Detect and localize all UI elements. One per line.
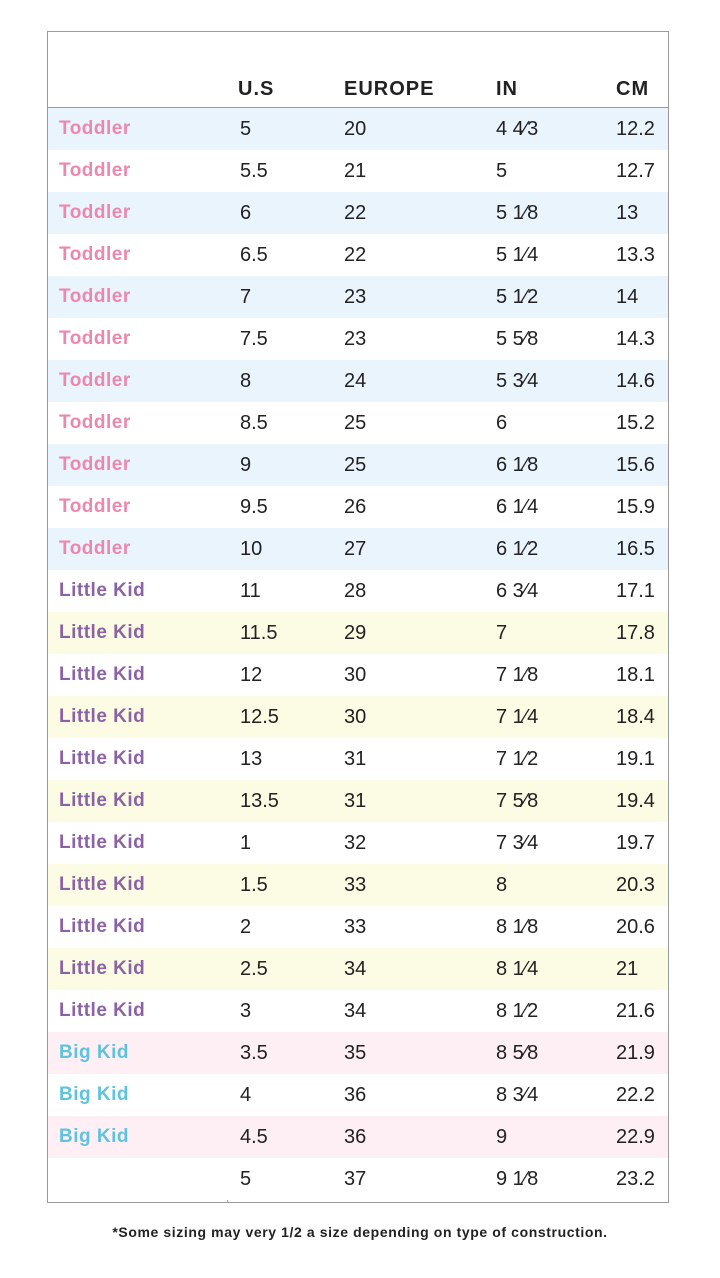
category-label: Toddler [59,370,131,391]
cell-in: 9 [496,1126,508,1148]
cell-us: 3.5 [240,1042,268,1064]
category-label: Little Kid [59,1000,146,1021]
cell-cm: 14.3 [616,328,655,350]
cell-in: 8 1⁄4 [496,958,539,980]
cell-europe: 25 [344,412,367,434]
category-label: Little Kid [59,622,146,643]
cell-us: 2 [240,916,252,938]
cell-cm: 22.2 [616,1084,655,1106]
table-row [48,528,668,570]
cell-europe: 36 [344,1126,367,1148]
header-cm: CM [616,78,650,100]
cell-europe: 23 [344,286,367,308]
cell-europe: 31 [344,790,367,812]
category-label: Big Kid [59,1042,129,1063]
size-chart-table [47,31,669,1203]
cell-cm: 14 [616,286,639,308]
category-label: Little Kid [59,664,146,685]
cell-cm: 23.2 [616,1168,655,1190]
table-row [48,444,668,486]
cell-cm: 19.1 [616,748,655,770]
cell-europe: 37 [344,1168,367,1190]
category-label: Toddler [59,202,131,223]
footnote: *Some sizing may very 1/2 a size depending on type of construction. [112,1224,608,1240]
table-row [48,570,668,612]
cell-in: 7 1⁄4 [496,706,539,728]
cell-cm: 15.6 [616,454,655,476]
cell-in: 7 3⁄4 [496,832,539,854]
cell-us: 6.5 [240,244,268,266]
category-label: Toddler [59,454,131,475]
header-europe: EUROPE [344,78,435,100]
cell-in: 8 [496,874,508,896]
header-us: U.S [238,78,275,100]
cell-us: 2.5 [240,958,268,980]
category-label: Little Kid [59,748,146,769]
cell-us: 12.5 [240,706,279,728]
table-row [48,402,668,444]
cell-us: 7 [240,286,252,308]
table-row [48,780,668,822]
cell-us: 8.5 [240,412,268,434]
category-label: Little Kid [59,790,146,811]
cell-cm: 19.7 [616,832,655,854]
cell-cm: 16.5 [616,538,655,560]
table-row [48,906,668,948]
cell-us: 12 [240,664,263,686]
cell-europe: 34 [344,1000,367,1022]
category-label: Toddler [59,244,131,265]
category-label: Big Kid [59,1084,129,1105]
category-label: Little Kid [59,832,146,853]
category-label: Toddler [59,496,131,517]
table-body [48,108,668,1200]
table-row [48,192,668,234]
table-row [48,360,668,402]
category-label: Little Kid [59,958,146,979]
cell-cm: 20.6 [616,916,655,938]
cell-us: 5.5 [240,160,268,182]
cell-us: 13 [240,748,263,770]
cell-us: 10 [240,538,263,560]
cell-us: 11.5 [240,622,278,644]
cell-in: 6 1⁄4 [496,496,539,518]
cell-europe: 21 [344,160,367,182]
category-label: Toddler [59,538,131,559]
category-label: Toddler [59,160,131,181]
cell-us: 3 [240,1000,252,1022]
table-row [48,948,668,990]
cell-in: 4 4⁄3 [496,118,539,140]
category-label: Little Kid [59,916,146,937]
cell-europe: 34 [344,958,367,980]
cell-in: 5 5⁄8 [496,328,539,350]
table-row [48,1032,668,1074]
cell-europe: 23 [344,328,367,350]
cell-cm: 18.1 [616,664,655,686]
cell-europe: 36 [344,1084,367,1106]
cell-europe: 29 [344,622,367,644]
table-header [48,32,668,108]
category-label: Little Kid [59,580,146,601]
category-label: Little Kid [59,706,146,727]
cell-europe: 26 [344,496,367,518]
table-row [48,486,668,528]
cell-us: 11 [240,580,261,602]
cell-europe: 30 [344,664,367,686]
cell-europe: 28 [344,580,367,602]
category-label: Toddler [59,412,131,433]
cell-europe: 33 [344,874,367,896]
category-label: Toddler [59,118,131,139]
cell-europe: 33 [344,916,367,938]
cell-in: 6 1⁄8 [496,454,539,476]
cell-europe: 24 [344,370,367,392]
cell-cm: 21.6 [616,1000,655,1022]
cell-us: 1.5 [240,874,268,896]
table-row [48,990,668,1032]
cell-europe: 25 [344,454,367,476]
cell-us: 4.5 [240,1126,268,1148]
cell-us: 13.5 [240,790,279,812]
cell-cm: 15.2 [616,412,655,434]
cell-cm: 21 [616,958,639,980]
table-row [48,318,668,360]
cell-in: 8 5⁄8 [496,1042,539,1064]
table-row [48,234,668,276]
header-in: IN [496,78,518,100]
cell-europe: 20 [344,118,367,140]
table-row [48,1116,668,1158]
table-row [48,822,668,864]
cell-us: 9.5 [240,496,268,518]
cell-europe: 22 [344,244,367,266]
cell-in: 5 1⁄8 [496,202,539,224]
cell-us: 9 [240,454,252,476]
category-label: Little Kid [59,874,146,895]
table-row [48,696,668,738]
table-row [48,612,668,654]
cell-in: 8 1⁄2 [496,1000,539,1022]
cell-us: 1 [240,832,252,854]
cell-us: 8 [240,370,252,392]
cell-cm: 12.2 [616,118,655,140]
cell-us: 4 [240,1084,252,1106]
cell-in: 5 [496,160,508,182]
category-label: Toddler [59,286,131,307]
cell-cm: 20.3 [616,874,655,896]
cell-europe: 35 [344,1042,367,1064]
cell-in: 8 3⁄4 [496,1084,539,1106]
cell-europe: 30 [344,706,367,728]
cell-cm: 19.4 [616,790,655,812]
cell-in: 7 1⁄2 [496,748,539,770]
cell-in: 9 1⁄8 [496,1168,539,1190]
cell-europe: 32 [344,832,367,854]
category-label: Big Kid [59,1126,129,1147]
cell-in: 7 1⁄8 [496,664,539,686]
cell-cm: 22.9 [616,1126,655,1148]
cell-cm: 18.4 [616,706,655,728]
cell-us: 7.5 [240,328,268,350]
cell-cm: 12.7 [616,160,655,182]
cell-in: 7 5⁄8 [496,790,539,812]
cell-us: 5 [240,1168,252,1190]
cell-us: 5 [240,118,252,140]
cell-cm: 13 [616,202,639,224]
cell-in: 8 1⁄8 [496,916,539,938]
category-label: Toddler [59,328,131,349]
cell-cm: 21.9 [616,1042,655,1064]
cell-cm: 15.9 [616,496,655,518]
table-row [48,1074,668,1116]
cell-cm: 17.8 [616,622,655,644]
cell-in: 5 3⁄4 [496,370,539,392]
table-row [48,738,668,780]
table-row [48,654,668,696]
cell-cm: 13.3 [616,244,655,266]
table-row [48,1158,668,1200]
cell-in: 6 [496,412,508,434]
cell-us: 6 [240,202,252,224]
cell-in: 6 1⁄2 [496,538,539,560]
cell-in: 6 3⁄4 [496,580,539,602]
table-row [48,276,668,318]
cell-europe: 27 [344,538,367,560]
cell-cm: 14.6 [616,370,655,392]
table-row [48,150,668,192]
cell-cm: 17.1 [616,580,655,602]
cell-europe: 31 [344,748,367,770]
table-row [48,864,668,906]
cell-in: 7 [496,622,508,644]
cell-in: 5 1⁄4 [496,244,539,266]
cell-europe: 22 [344,202,367,224]
cell-in: 5 1⁄2 [496,286,539,308]
table-row [48,108,668,150]
